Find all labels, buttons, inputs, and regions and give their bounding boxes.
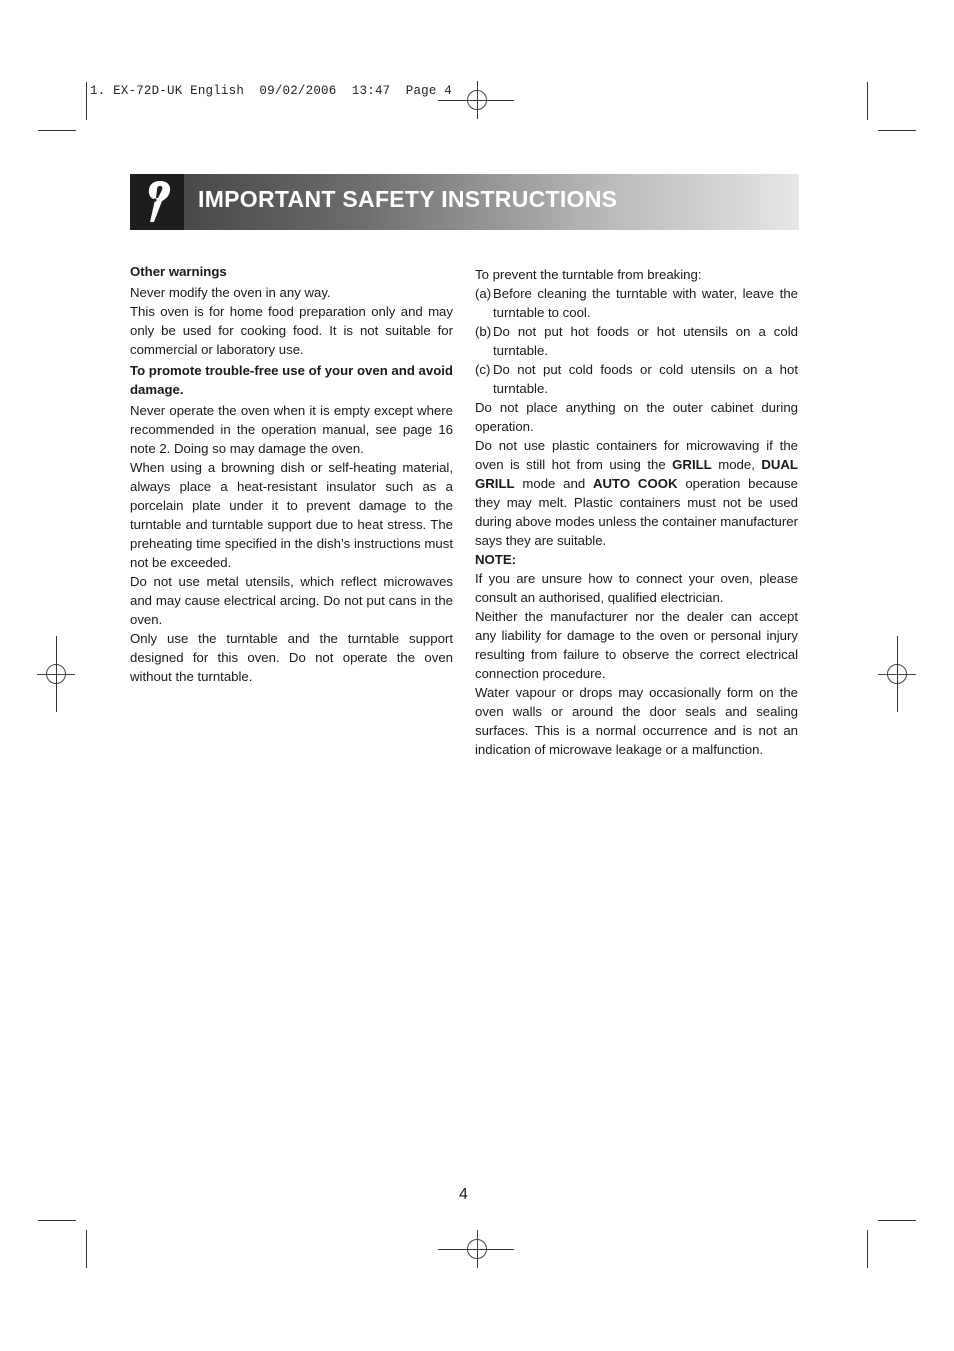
section-heading: Other warnings: [130, 264, 227, 279]
crop-mark: [438, 1249, 514, 1250]
paragraph: Never operate the oven when it is empty except where recommended in the operation manual, see page 16 note 2. Doing so may damage the oven.: [130, 403, 453, 456]
mode-name: DUAL GRILL: [475, 457, 798, 491]
mode-name: AUTO COOK: [593, 476, 678, 491]
text-run: operation because they may melt. Plastic containers must not be used during above modes unless the container manufacturer says they are suitable.: [475, 476, 798, 548]
mode-name: GRILL: [672, 457, 712, 472]
crop-mark: [56, 636, 57, 712]
list-item: [475, 322, 798, 360]
text-run: mode,: [711, 457, 762, 472]
page-number: 4: [459, 1186, 468, 1203]
list-label: (b): [475, 324, 492, 339]
paragraph: Do not place anything on the outer cabinet during operation.: [475, 400, 798, 434]
crop-mark: [86, 82, 87, 120]
list-text: Before cleaning the turntable with water, leave the turntable to cool.: [493, 286, 798, 320]
right-column: [475, 265, 798, 759]
section-heading: To promote trouble-free use of your oven and avoid damage.: [130, 363, 453, 397]
printer-slug: 1. EX-72D-UK English 09/02/2006 13:47 Page 4: [90, 84, 452, 98]
crop-mark: [438, 100, 514, 101]
paragraph: When using a browning dish or self-heating material, always place a heat-resistant insulator such as a porcelain plate under it to prevent damage to the turntable and turntable support due to heat stress. The preheating time specified in the dish’s instructions must not be exceeded.: [130, 460, 453, 570]
paragraph: This oven is for home food preparation only and may only be used for cooking food. It is not suitable for commercial or laboratory use.: [130, 304, 453, 357]
crop-mark: [867, 82, 868, 120]
section-banner: [130, 174, 799, 230]
paragraph: [475, 436, 798, 550]
note-heading: NOTE:: [475, 552, 517, 567]
left-column: [130, 262, 453, 686]
list-item: [475, 284, 798, 322]
list-text: Do not put hot foods or hot utensils on a cold turntable.: [493, 324, 798, 358]
paragraph: Never modify the oven in any way.: [130, 285, 331, 300]
paragraph: Neither the manufacturer nor the dealer can accept any liability for damage to the oven or personal injury resulting from failure to observe the correct electrical connection procedure.: [475, 609, 798, 681]
text-run: mode and: [514, 476, 593, 491]
crop-mark: [878, 1220, 916, 1221]
crop-mark: [86, 1230, 87, 1268]
paragraph: Water vapour or drops may occasionally form on the oven walls or around the door seals and sealing surfaces. This is a normal occurrence and is not an indication of microwave leakage or a malfunction.: [475, 685, 798, 757]
paragraph: To prevent the turntable from breaking:: [475, 267, 702, 282]
paragraph: If you are unsure how to connect your oven, please consult an authorised, qualified electrician.: [475, 571, 798, 605]
crop-mark: [878, 130, 916, 131]
paragraph: Only use the turntable and the turntable support designed for this oven. Do not operate the oven without the turntable.: [130, 631, 453, 684]
crop-mark: [897, 636, 898, 712]
list-label: (a): [475, 286, 492, 301]
crop-mark: [867, 1230, 868, 1268]
paragraph: Do not use metal utensils, which reflect microwaves and may cause electrical arcing. Do not put cans in the oven.: [130, 574, 453, 627]
list-label: (c): [475, 362, 491, 377]
text-run: Do not use plastic containers for microwaving if the oven is still hot from using the: [475, 438, 798, 472]
page-title: IMPORTANT SAFETY INSTRUCTIONS: [198, 186, 618, 212]
crop-mark: [38, 130, 76, 131]
list-item: [475, 360, 798, 398]
list-text: Do not put cold foods or cold utensils on a hot turntable.: [493, 362, 798, 396]
exclamation-icon: [130, 174, 184, 230]
crop-mark: [38, 1220, 76, 1221]
